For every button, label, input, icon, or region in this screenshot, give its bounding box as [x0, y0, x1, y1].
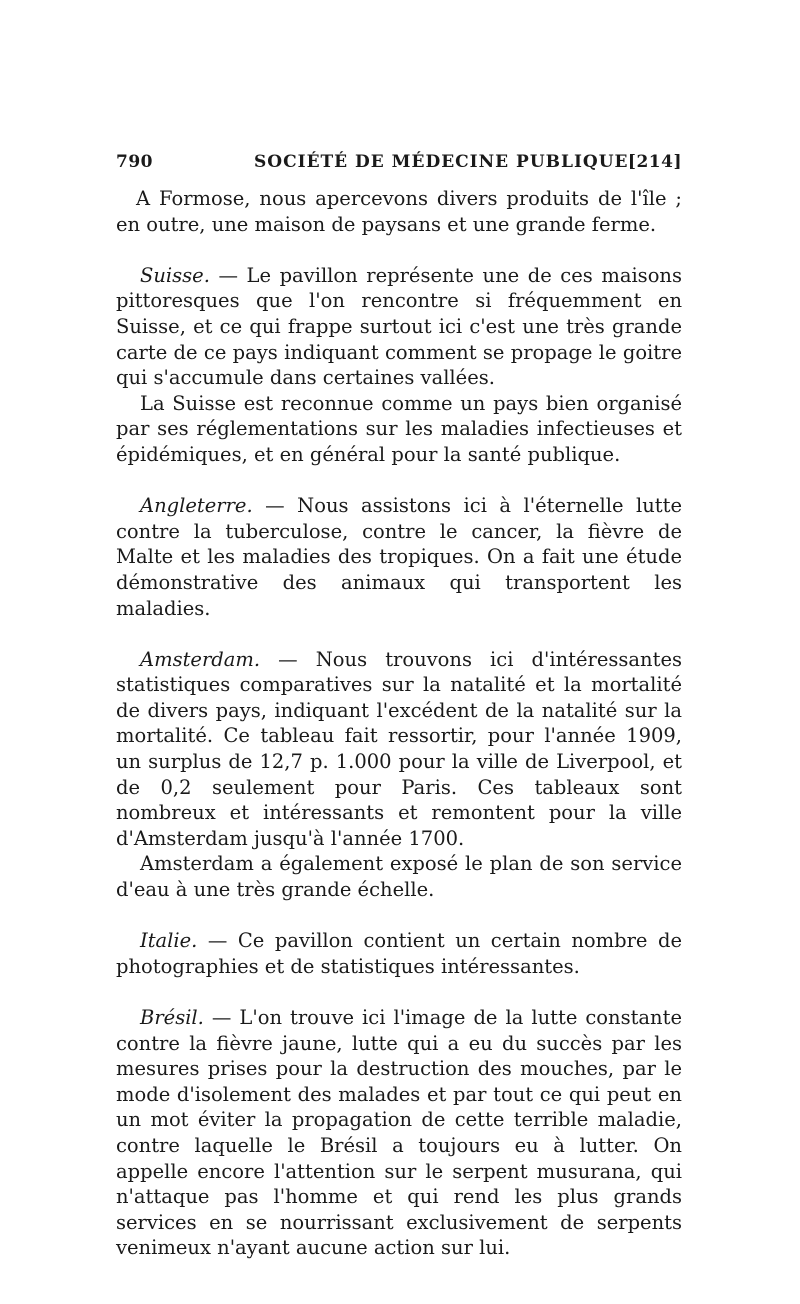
body-text — [116, 186, 682, 1261]
paragraph-text: — Le pavillon représente une de ces maisons pittoresques que l'on rencontre si fréquemment en Suisse, et ce qui frappe surtout ici c'est une très grande carte de ce pays indiquant comment se propage le goitre qui s'accumule dans certaines vallées. — [116, 263, 682, 390]
page-number: 790 — [116, 152, 153, 172]
paragraph-text: — L'on trouve ici l'image de la lutte constante contre la fièvre jaune, lutte qui a eu du succès par les mesures prises pour la destruction des mouches, par le mode d'isolement des malades et par tout ce qui peut en un mot éviter la propagation de cette terrible maladie, contre laquelle le Brésil a toujours eu à lutter. On appelle encore l'attention sur le serpent musurana, qui n'attaque pas l'homme et qui rend les plus grands services en se nourrissant exclusivement de serpents venimeux n'ayant aucune action sur lui. — [116, 1006, 682, 1260]
paragraph-bresil — [116, 1005, 682, 1261]
paragraph-suisse — [116, 263, 682, 391]
paragraph-italie — [116, 928, 682, 979]
paragraph-amsterdam — [116, 647, 682, 852]
journal-title: SOCIÉTÉ DE MÉDECINE PUBLIQUE — [254, 152, 629, 172]
country-heading: Italie. — [140, 929, 198, 953]
paragraph-text: — Nous trouvons ici d'intéressantes statistiques comparatives sur la natalité et la mortalité de divers pays, indiquant l'excédent de la natalité sur la mortalité. Ce tableau fait ressortir, pour l'année 1909, un surplus de 12,7 p. 1.000 pour la ville de Liverpool, et de 0,2 seulement pour Paris. Ces tableaux sont nombreux et intéressants et remontent pour la ville d'Amsterdam jusqu'à l'année 1700. — [116, 647, 682, 850]
country-heading: Amsterdam. — [140, 647, 261, 671]
country-heading: Brésil. — [140, 1006, 204, 1029]
paragraph-text: — Nous assistons ici à l'éternelle lutte contre la tuberculose, contre le cancer, la fièvre de Malte et les maladies des tropiques. On a fait une étude démonstrative des animaux qui transportent les maladies. — [116, 494, 682, 620]
paragraph-formose — [116, 186, 682, 237]
country-heading: Suisse. — [140, 263, 210, 287]
running-head — [116, 152, 682, 176]
paragraph-text: Amsterdam a également exposé le plan de son service d'eau à une très grande échelle. — [116, 852, 682, 902]
paragraph-text: La Suisse est reconnue comme un pays bien organisé par ses réglementations sur les maladies infectieuses et épidémiques, et en général pour la santé publique. — [116, 391, 682, 466]
paragraph-text: A Formose, nous apercevons divers produits de l'île ; en outre, une maison de paysans et une grande ferme. — [116, 187, 682, 236]
country-heading: Angleterre. — [140, 494, 253, 518]
paragraph-text: — Ce pavillon contient un certain nombre de photographies et de statistiques intéressantes. — [116, 929, 682, 978]
paragraph-amsterdam-continued — [116, 851, 682, 902]
paragraph-suisse-continued — [116, 391, 682, 468]
reference-number: [214] — [627, 152, 682, 172]
paragraph-angleterre — [116, 493, 682, 621]
